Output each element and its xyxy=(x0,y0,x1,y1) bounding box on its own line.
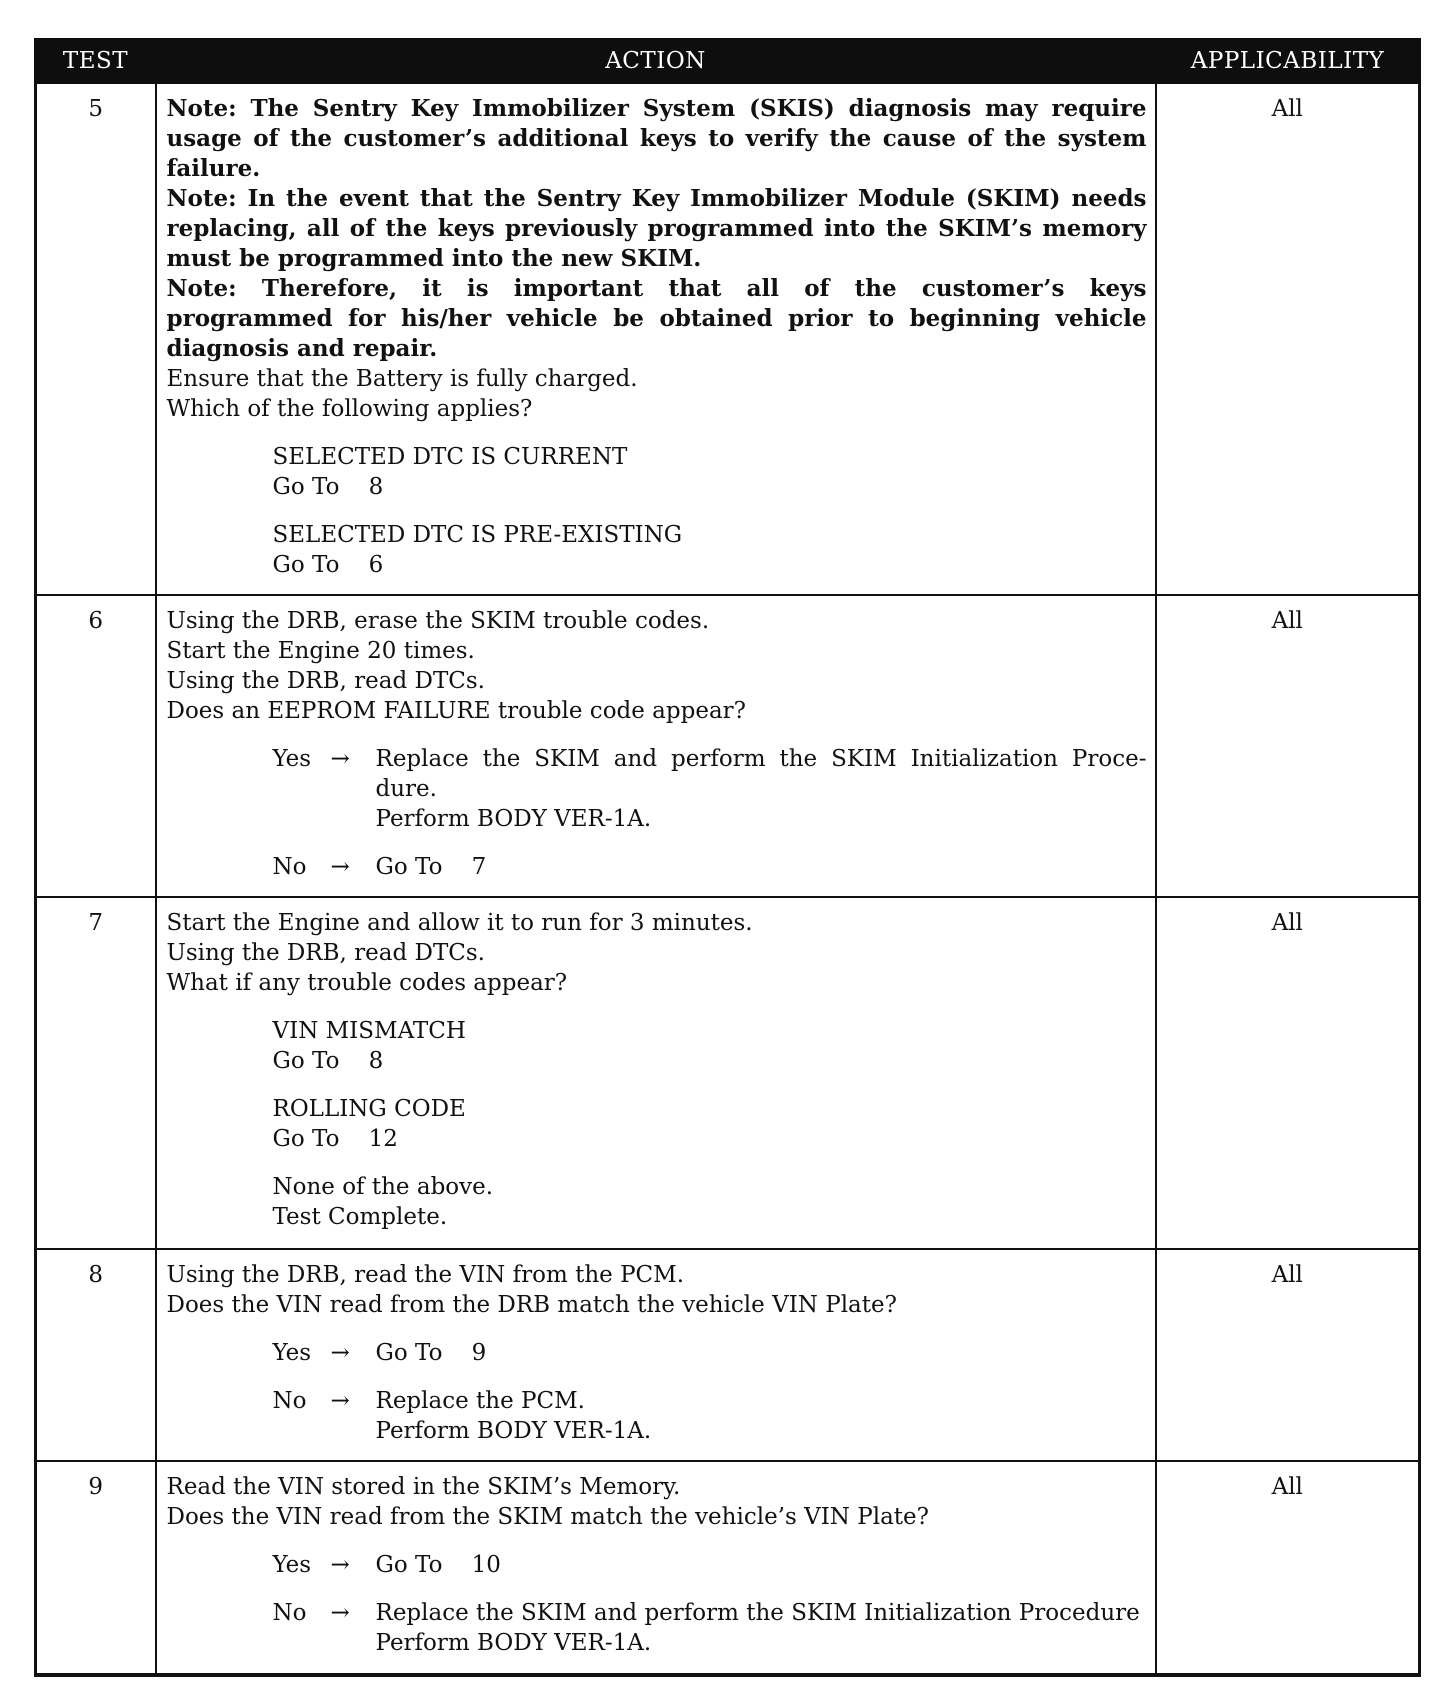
test-number: 9 xyxy=(36,1461,156,1675)
instruction-line: Using the DRB, read DTCs. xyxy=(166,667,485,694)
note-text: Note: In the event that the Sentry Key Immobilizer Module (SKIM) needs replacing, all of the keys previously programmed into the SKIM’s memory must be programmed into the new SKIM. xyxy=(166,185,1147,272)
header-row xyxy=(36,40,1420,83)
branch-label: No xyxy=(272,853,307,880)
branch-label: No xyxy=(272,1599,307,1626)
branch-text-2: Perform BODY VER-1A. xyxy=(375,805,652,832)
arrow-icon: → xyxy=(330,745,350,772)
header-action: ACTION xyxy=(156,40,1156,83)
action-cell xyxy=(156,595,1156,897)
choice-label: SELECTED DTC IS PRE-EXISTING xyxy=(272,522,683,548)
choice-result: Go To 8 xyxy=(272,474,384,500)
branch-text-2: Perform BODY VER-1A. xyxy=(375,1417,652,1444)
yes-branch xyxy=(273,1338,1147,1368)
branch-text: Replace the SKIM and perform the SKIM Initialization Proce-dure. xyxy=(375,745,1147,802)
yes-branch xyxy=(273,1550,1147,1580)
instruction-line: Ensure that the Battery is fully charged. xyxy=(166,366,638,392)
branch-text: Replace the SKIM and perform the SKIM Initialization Procedure xyxy=(375,1599,1140,1626)
branch-label: Yes xyxy=(272,1339,312,1366)
test-row-6 xyxy=(36,595,1420,897)
question-line: Does the VIN read from the SKIM match the vehicle’s VIN Plate? xyxy=(166,1503,929,1530)
test-row-7 xyxy=(36,897,1420,1249)
choice-result: Test Complete. xyxy=(272,1203,448,1230)
test-row-8 xyxy=(36,1249,1420,1461)
applicability-value: All xyxy=(1156,83,1420,595)
choice-label: ROLLING CODE xyxy=(272,1095,466,1122)
no-branch xyxy=(273,1598,1147,1658)
instruction-line: Using the DRB, read DTCs. xyxy=(166,939,485,966)
instruction-line: Using the DRB, read the VIN from the PCM. xyxy=(166,1261,684,1288)
note-text: Note: The Sentry Key Immobilizer System (SKIS) diagnosis may require usage of the customer’s additional keys to verify the cause of the system failure. xyxy=(166,95,1147,182)
header-applicability: APPLICABILITY xyxy=(1156,40,1420,83)
action-cell xyxy=(156,83,1156,595)
question-line: What if any trouble codes appear? xyxy=(166,969,568,996)
no-branch xyxy=(273,1386,1147,1446)
instruction-line: Using the DRB, erase the SKIM trouble codes. xyxy=(166,607,710,634)
applicability-value: All xyxy=(1156,1249,1420,1461)
choice-label: None of the above. xyxy=(272,1173,494,1200)
arrow-icon: → xyxy=(330,1339,350,1366)
instruction-line: Start the Engine and allow it to run for 3 minutes. xyxy=(166,909,753,936)
branch-text: Go To 9 xyxy=(375,1339,487,1366)
test-number: 7 xyxy=(36,897,156,1249)
test-row-9 xyxy=(36,1461,1420,1675)
arrow-icon: → xyxy=(330,1387,350,1414)
question-line: Does the VIN read from the DRB match the vehicle VIN Plate? xyxy=(166,1291,897,1318)
question-line: Does an EEPROM FAILURE trouble code appear? xyxy=(166,697,746,724)
branch-label: No xyxy=(272,1387,307,1414)
arrow-icon: → xyxy=(330,1599,350,1626)
test-number: 6 xyxy=(36,595,156,897)
diagnostic-test-table xyxy=(34,38,1418,1677)
arrow-icon: → xyxy=(330,853,350,880)
branch-label: Yes xyxy=(272,745,312,772)
action-cell xyxy=(156,1249,1156,1461)
branch-text: Go To 10 xyxy=(375,1551,501,1578)
test-row-5 xyxy=(36,83,1420,595)
choice-label: VIN MISMATCH xyxy=(272,1017,466,1044)
instruction-line: Start the Engine 20 times. xyxy=(166,637,475,664)
instruction-line: Read the VIN stored in the SKIM’s Memory. xyxy=(166,1473,681,1500)
branch-text: Go To 7 xyxy=(375,853,487,880)
test-table xyxy=(34,38,1421,1677)
branch-label: Yes xyxy=(272,1551,312,1578)
note-text: Note: Therefore, it is important that all of the customer’s keys programmed for his/her vehicle be obtained prior to beginning vehicle diagnosis and repair. xyxy=(166,275,1147,362)
action-cell xyxy=(156,1461,1156,1675)
choice-result: Go To 12 xyxy=(272,1125,398,1152)
choice-result: Go To 6 xyxy=(272,552,384,578)
header-test: TEST xyxy=(36,40,156,83)
choice-result: Go To 8 xyxy=(272,1047,384,1074)
choice-label: SELECTED DTC IS CURRENT xyxy=(272,444,628,470)
test-number: 8 xyxy=(36,1249,156,1461)
applicability-value: All xyxy=(1156,595,1420,897)
applicability-value: All xyxy=(1156,897,1420,1249)
action-cell xyxy=(156,897,1156,1249)
branch-text: Replace the PCM. xyxy=(375,1387,585,1414)
question-line: Which of the following applies? xyxy=(166,396,533,422)
test-number: 5 xyxy=(36,83,156,595)
no-branch xyxy=(273,852,1147,882)
yes-branch xyxy=(273,744,1147,834)
applicability-value: All xyxy=(1156,1461,1420,1675)
arrow-icon: → xyxy=(330,1551,350,1578)
branch-text-2: Perform BODY VER-1A. xyxy=(375,1629,652,1656)
